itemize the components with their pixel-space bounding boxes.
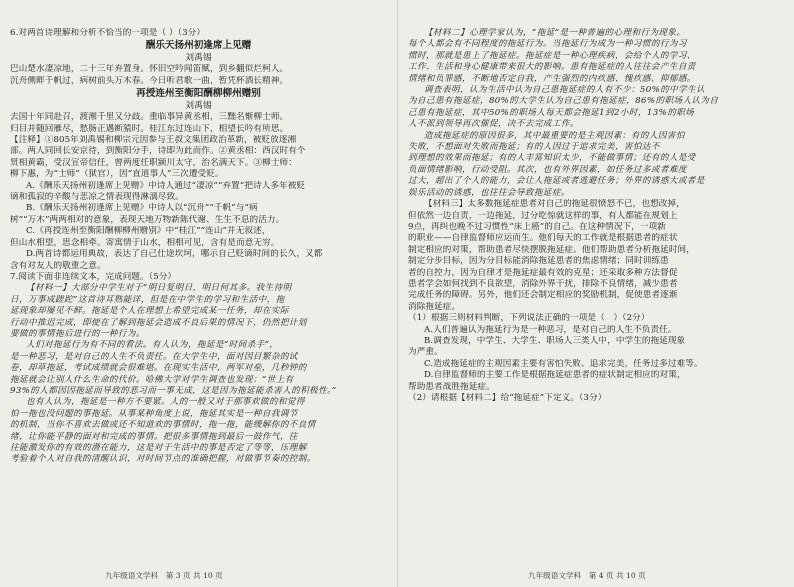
material1-line: 是一种恶习，是对自己的人生不负责任。在大学生中，面对因目繁杂的试 xyxy=(10,351,298,362)
q6-stem: 6.对两首诗理解和分析不恰当的一项是（ ）（3分） xyxy=(10,28,206,38)
q1-stem: （1）根据三则材料判断，下列说法正确的一项是（ ）（2分） xyxy=(408,313,650,324)
note-line: 【注释】①805年刘禹锡和柳宗元因参与王叔文集团政治革新，被贬放逐湘 xyxy=(10,135,297,146)
material1-line: 【材料一】大部分中学生对于“明日复明日，明日何其多。我生待明 xyxy=(26,283,292,294)
poem2-author: 刘禹锡 xyxy=(185,101,212,112)
option-line: 谪和孤寂的辛酸与悲凉之情表现得淋漓尽致。 xyxy=(10,192,184,203)
page-footer: 九年级语文学科 第 3 页 共 10 页 xyxy=(105,571,223,580)
poem1-line: 沉舟侧畔千帆过，病树前头万木春。今日听君歌一曲，暂凭杯酒长精神。 xyxy=(10,75,289,86)
q7-stem: 7.阅读下面非连续文本，完成问题。（5分） xyxy=(10,271,177,282)
material2-line: 每个人都会有不同程度的拖延行为。当拖延行为成为一种习惯的行为习 xyxy=(408,39,687,50)
material2-line: 调查表明，认为生活中认为自己患拖延症的人有不少：50%的中学生认 xyxy=(424,85,706,96)
poem1-line: 巴山楚水凄凉地，二十三年弃置身。怀旧空吟闻笛赋，到乡翻似烂柯人。 xyxy=(10,64,289,75)
page-right xyxy=(397,0,794,587)
material1-line: 考验着个人对自我的清醒认识，对时间节点的准确把握，对做事节奏的控制。 xyxy=(10,454,316,465)
material1-line: 要做的事情拖后进行的一种行为。 xyxy=(10,328,145,339)
material2-line: 【材料二】心理学家认为，“拖延”是一种普遍的心理和行为现象。 xyxy=(424,28,686,38)
material3-line: 患者学会如何找到不良欲望，消除外界干扰，排除不良情绪，减少患者 xyxy=(408,278,678,289)
material2-line: 工作、生活和身心健康带来很大的影响。患有拖延症的人往往会产生自责 xyxy=(408,62,696,73)
material2-line: 为自己患有拖延症，80%的大学生认为自己患有拖延症，86%的职场人认为自 xyxy=(408,96,719,107)
poem2-title: 再授连州至衡阳酬柳柳州赠别 xyxy=(136,88,261,100)
material3-line: 【材料三】太多数拖延症患者对自己的拖延很愤怒不已，也想改掉， xyxy=(424,199,685,210)
option-line: 树”“万木”两两相对的意象，表现天地万物新陈代谢、生生不息的活力。 xyxy=(10,214,285,225)
poem2-line: 去国十年同赴召，渡湘千里又分歧。重临事异黄丞相，三黜名惭柳士师。 xyxy=(10,112,289,123)
material3-line: 完成任务的障碍。另外，他们还会制定相应的奖励机制，促使患者逐渐 xyxy=(408,290,678,301)
note-line: 贤相黄霸，受汉宣帝信任，曾两度任职颍川太守，治名满天下。③柳士师： xyxy=(10,157,297,168)
material3-line: 9点，再纠也晚不过习惯性“床上癌”的自己。在这种情况下，一项新 xyxy=(408,221,666,232)
q1-option: C.造成拖延症的主观因素主要有害怕失败、追求完美，任务过多过难等。 xyxy=(424,358,703,369)
material1-line: 日，万事成蹉跎”这首诗耳熟能详，但是在中学生的学习和生活中，拖 xyxy=(10,294,285,305)
material2-line: 情绪和负罪感，不断地否定自我，产生强烈的内疚感、愧疚感、抑郁感。 xyxy=(408,73,696,84)
q1-option: A.人们普遍认为拖延行为是一种恶习，是对自己的人生不负责任。 xyxy=(424,324,677,335)
option-line: A.《酬乐天扬州初逢席上见赠》中诗人通过“凄凉”“弃置”把诗人多年被贬 xyxy=(26,180,306,191)
option-line: 含有对友人的敬重之意。 xyxy=(10,260,106,271)
note-line: 部。两人同回长安京待，到衡阳分手，诗即为此而作。②黄丞相：西汉时有个 xyxy=(10,146,306,157)
material1-line: 也有人认为，拖延是一种方不要紧。人的一般又对于那事欢做的和觉得 xyxy=(26,397,305,408)
material1-line: 行动中推迟完成，即使在了解到拖延会造成不良后果的情况下，仍然把计划 xyxy=(10,317,307,328)
poem1-author: 刘禹锡 xyxy=(185,53,212,64)
material2-line: 到理想的效果而拖延；有的人丰富知识太少，不能做事情；还有的人是受 xyxy=(408,153,696,164)
material1-line: 延现象却屡见不鲜。拖延是个人在理想上希望完成某一任务，却在实际 xyxy=(10,306,289,317)
material2-line: 惯时，那就是患上了拖延症。拖延症是一种心理疾病，会给个人的学习、 xyxy=(408,50,696,61)
material1-line: 93%的人都因因拖延而导致的恶习而一事无成，这是因为拖延能杀害人的积极性。” xyxy=(10,385,337,396)
material3-line: 消除拖延症。 xyxy=(408,301,461,312)
poem1-title: 酬乐天扬州初逢席上见赠 xyxy=(145,40,252,52)
note-line: 柳下惠，为“士师”（狱官），因“直道事人”三次遭受贬。 xyxy=(10,169,224,180)
material2-line: 负面情绪影响，行动受阻。其次，也有外界因素，如任务过多或者难度 xyxy=(408,164,687,175)
q1-option: 帮助患者战胜拖延症。 xyxy=(408,381,495,392)
q1-option: 为严重。 xyxy=(408,347,443,358)
material1-line: 绪，让你能平静的面对和完成的事情。把很多事情拖到最后一鼓作气，往 xyxy=(10,431,298,442)
material2-line: 人不派到领导再次催促，决不去完成工作。 xyxy=(408,119,579,130)
material3-line: 者的自控力，因为自律才是拖延症最有效的克星；还采取多种方法督促 xyxy=(408,267,678,278)
q1-option: B.调查发现，中学生、大学生、职场人三类人中，中学生的拖延现象 xyxy=(424,335,686,346)
material1-line: 的机制，当你不喜欢去做或还不知道欢的事情时，拖一拖，能缓解你的不良情 xyxy=(10,420,316,431)
material2-line: 过大，超出了个人的能力，会让人拖延或者逃避任务；外界的诱惑大或者是 xyxy=(408,176,705,187)
material2-line: 失败，不想面对失败而拖延；有的人因过于追求完美，害怕达不 xyxy=(408,142,660,153)
option-line: C.《再授连州至衡阳酬柳柳州赠别》中“桂江”“连山”并无叙述， xyxy=(26,226,271,237)
material2-line: 娱乐活动的诱惑，也往往会导致拖延症。 xyxy=(408,187,570,198)
material3-line: 但依然一边自责，一边拖延，过分吃惊就这样的事，有人都能在规划上 xyxy=(408,210,678,221)
material1-line: 拖延就会让别人什么生命的代价。哈佛大学对学生调查也发现：“世上有 xyxy=(10,374,294,385)
material1-line: 卷，却草拖延，考试成绩就会很难堪。在现实生活中，两军对垒，几秒钟的 xyxy=(10,363,307,374)
q1-option: D.自律监督师的主要工作是根据拖延症患者的症状制定相应的对策， xyxy=(424,370,686,381)
q2-stem: （2）请根据【材料二】给“拖延症”下定义。（3分） xyxy=(408,393,607,403)
material1-line: 怕一拖也没问题的事拖延。从事某种角度上说，拖延其实是一种自我调节 xyxy=(10,408,298,419)
poem2-line: 归目并随回雁尽，愁肠正遇断猿时。桂江东过连山下，相望长吟有所思。 xyxy=(10,123,289,134)
option-line: D.两首诗都运用典故，表达了自己仕途坎坷，哪示自己贬谪时间的长久，又都 xyxy=(26,249,323,260)
option-line: B.《酬乐天扬州初逢席上见赠》中诗人以“沉舟”“千帆”与“病 xyxy=(26,203,258,214)
material3-line: 制定相应的对策，帮助患者尽快摆脱拖延症。他们帮助患者分析拖延时间， xyxy=(408,244,695,255)
page-footer: 九年级语文学科 第 4 页 共 10 页 xyxy=(528,571,646,580)
material1-line: 往能激发你的有效的潜在能力，这是对于生活中的事是否定了等等，压理解 xyxy=(10,443,307,453)
material2-line: 造成拖延症的原因很多，其中最重要的是主观因素：有的人因害怕 xyxy=(424,130,685,141)
material1-line: 人们对拖延行为有不同的看法。有人认为，拖延是“时间杀手”， xyxy=(26,340,279,351)
material3-line: 的职业——自律监督师应运而生。他们每天的工作就是根据患者的症状 xyxy=(408,233,678,244)
option-line: 但山水相望，思念相牵。寄寓情于山水，相相可见，含有是而意无穷。 xyxy=(10,237,280,248)
material2-line: 己患有拖延症，其中50%的职场人每天都会拖延1到2小时，13%的职场 xyxy=(408,107,695,118)
material3-line: 制定分步目标，因为分目标能消除拖延患者的焦虑情绪；同时训练患 xyxy=(408,256,669,267)
